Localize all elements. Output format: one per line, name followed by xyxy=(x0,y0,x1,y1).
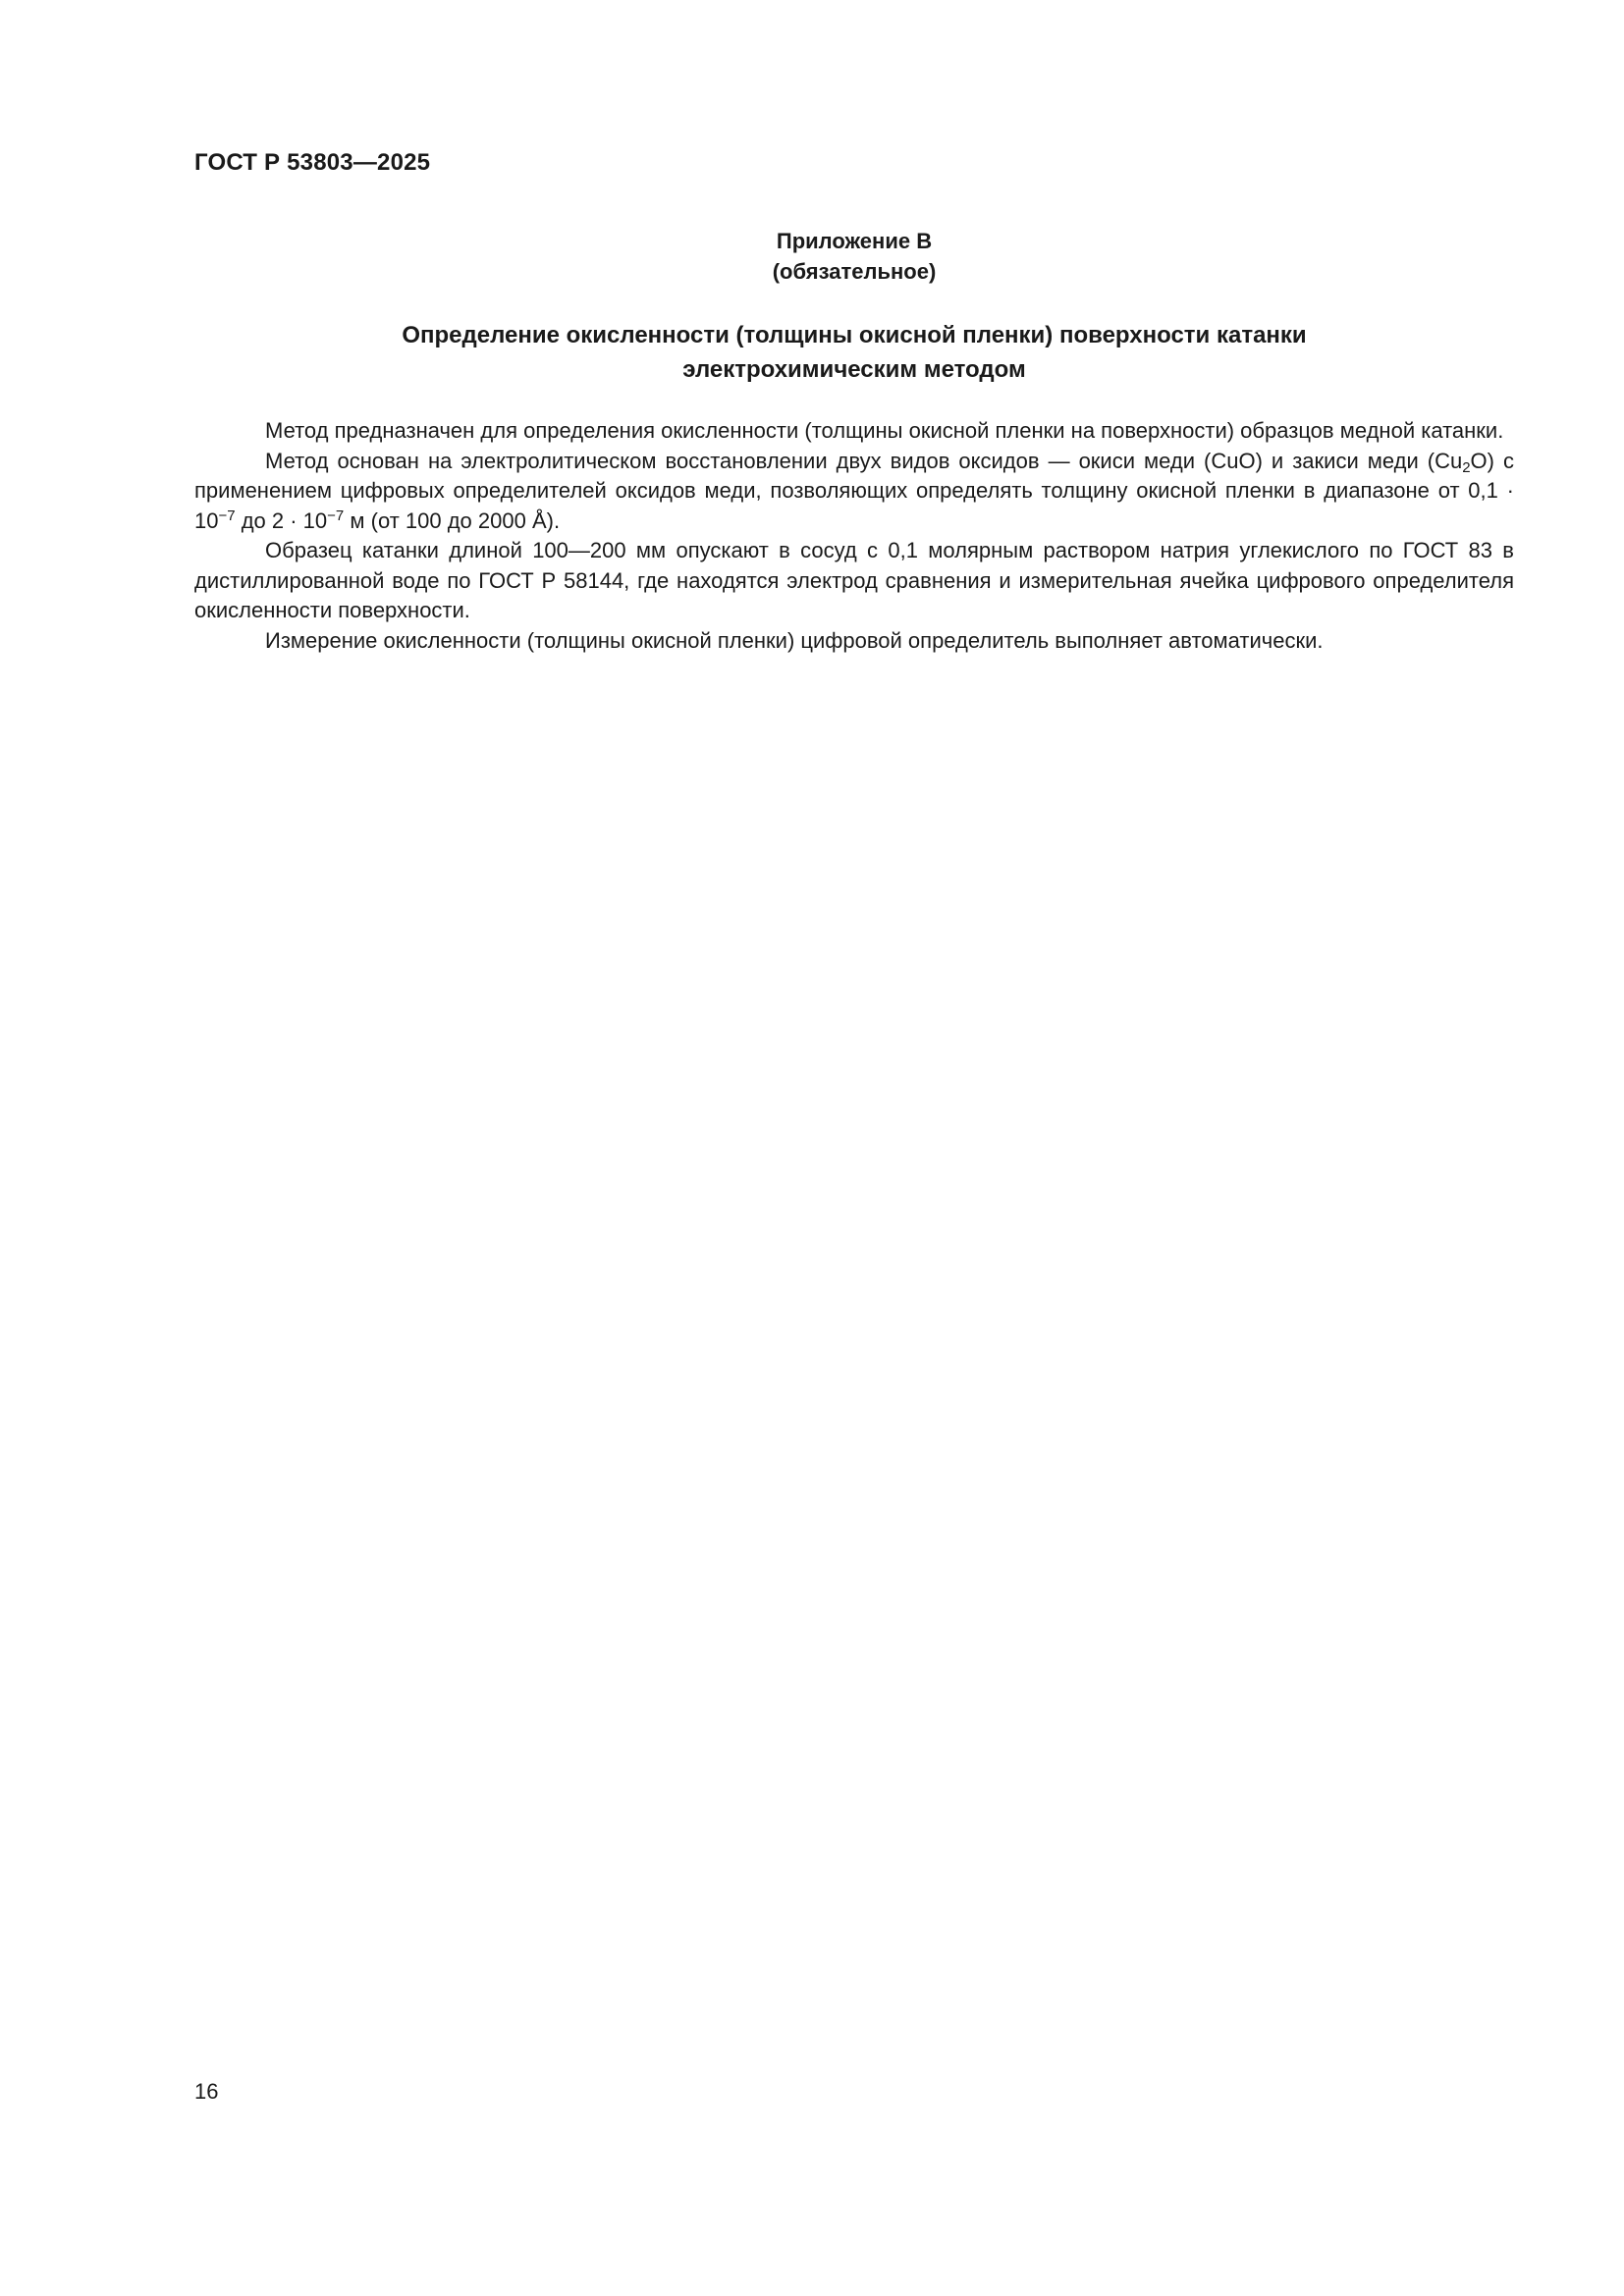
paragraph-principle-part-1: Метод основан на электролитическом восстановлении двух видов оксидов — окиси меди (CuO) и закиси меди (Cu xyxy=(265,448,1463,473)
paragraph-principle xyxy=(194,447,1514,537)
appendix-status: (обязательное) xyxy=(772,259,937,284)
section-title-line-2: электрохимическим методом xyxy=(682,356,1026,383)
paragraph-principle-part-3: до 2 · 10 xyxy=(235,507,328,533)
section-title xyxy=(194,318,1514,387)
paragraph-purpose: Метод предназначен для определения окисленности (толщины окисной пленки на поверхности) образцов медной катанки. xyxy=(265,418,1504,443)
paragraph-procedure: Образец катанки длиной 100—200 мм опускают в сосуд с 0,1 молярным раствором натрия углекислого по ГОСТ 83 в дистиллированной воде по ГОСТ Р 58144, где находятся электрод сравнения и измерительная ячейка цифрового определителя окисленности поверхности. xyxy=(194,538,1514,622)
page-number: 16 xyxy=(194,2079,219,2104)
section-title-line-1: Определение окисленности (толщины окисной пленки) поверхности катанки xyxy=(402,322,1307,348)
body-text xyxy=(194,416,1514,656)
superscript-exponent-2: −7 xyxy=(327,507,345,524)
paragraph-measurement: Измерение окисленности (толщины окисной пленки) цифровой определитель выполняет автоматически. xyxy=(265,627,1324,653)
appendix-heading xyxy=(194,226,1514,287)
paragraph-principle-part-4: м (от 100 до 2000 Å). xyxy=(344,507,561,533)
document-code: ГОСТ Р 53803—2025 xyxy=(194,149,431,176)
appendix-label: Приложение В xyxy=(776,229,933,253)
paragraph-principle-part-2: O) с применением цифровых определителей оксидов меди, позволяющих определять толщину окисной пленки в диапазоне от 0,1 · 10 xyxy=(194,448,1514,533)
superscript-exponent-1: −7 xyxy=(218,507,236,524)
subscript-2: 2 xyxy=(1462,458,1471,476)
